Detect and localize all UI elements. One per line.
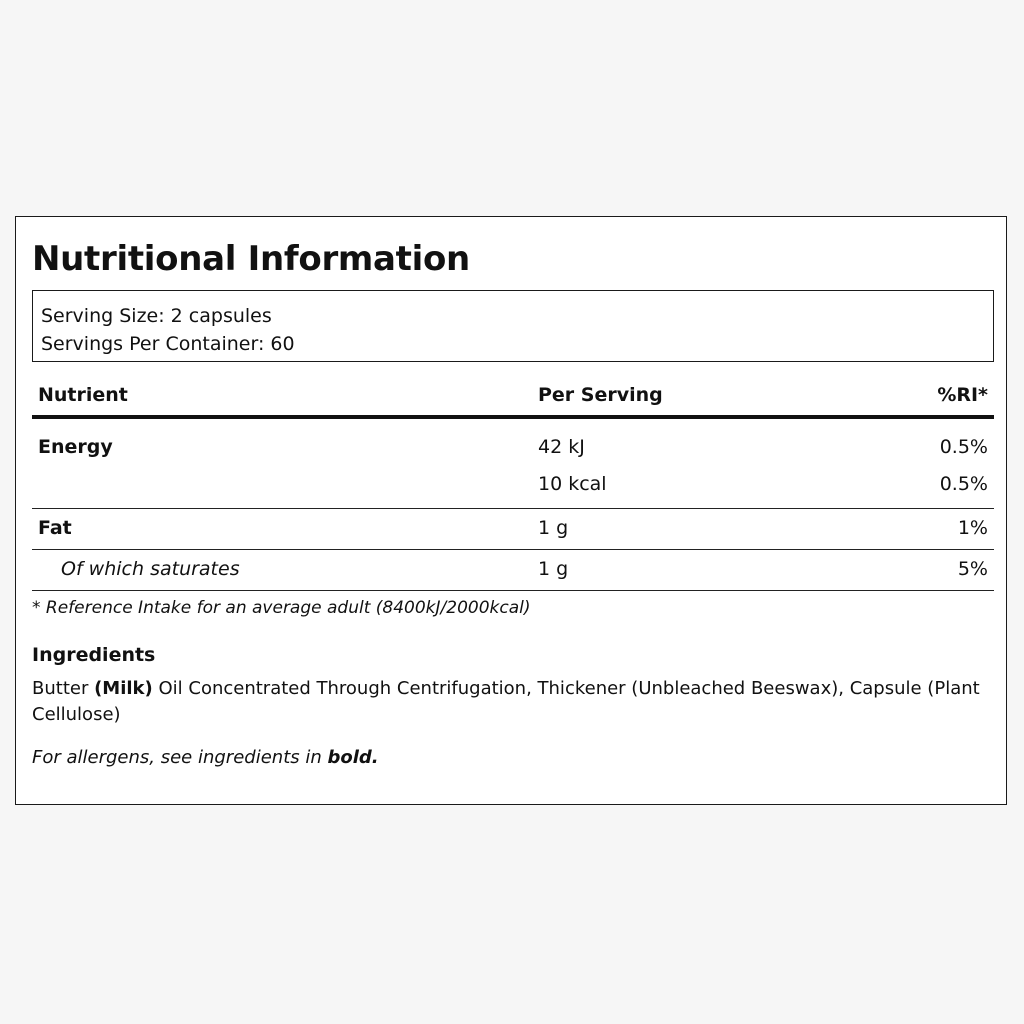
table-row (32, 419, 994, 465)
allergen-milk: (Milk) (94, 678, 153, 699)
ingredients-after: Oil Concentrated Through Centrifugation, Thickener (Unbleached Beeswax), Capsule (Plant Cellulose) (32, 678, 980, 725)
nutrient-name: Fat (38, 517, 72, 539)
per-serving-value: 42 kJ (538, 436, 585, 458)
nutrition-table (32, 377, 994, 591)
allergen-note-text: For allergens, see ingredients in (32, 747, 328, 768)
ri-value: 5% (957, 558, 988, 580)
nutrient-name: Of which saturates (61, 558, 240, 580)
nutrition-panel (15, 216, 1007, 805)
per-serving-value: 1 g (538, 558, 569, 580)
ri-value: 0.5% (939, 473, 988, 495)
ri-value: 1% (957, 517, 988, 539)
ri-footnote: * Reference Intake for an average adult (8400kJ/2000kcal) (32, 598, 531, 618)
ingredients-before: Butter (32, 678, 95, 699)
per-serving-value: 10 kcal (538, 473, 607, 495)
ri-value: 0.5% (939, 436, 988, 458)
table-row (32, 550, 994, 591)
allergen-note-bold: bold. (327, 747, 379, 768)
table-header-row (32, 377, 994, 419)
table-row (32, 509, 994, 550)
header-ri: %RI* (937, 384, 988, 406)
nutrient-name: Energy (38, 436, 113, 458)
servings-per-container: Servings Per Container: 60 (41, 333, 295, 355)
serving-size: Serving Size: 2 capsules (41, 305, 272, 327)
ingredients-heading: Ingredients (32, 644, 156, 666)
serving-info-box (32, 290, 994, 362)
header-per-serving: Per Serving (538, 384, 663, 406)
table-row (32, 465, 994, 509)
ingredients-text (32, 676, 982, 728)
per-serving-value: 1 g (538, 517, 569, 539)
header-nutrient: Nutrient (38, 384, 128, 406)
panel-title: Nutritional Information (32, 239, 470, 279)
allergen-note (32, 747, 379, 768)
